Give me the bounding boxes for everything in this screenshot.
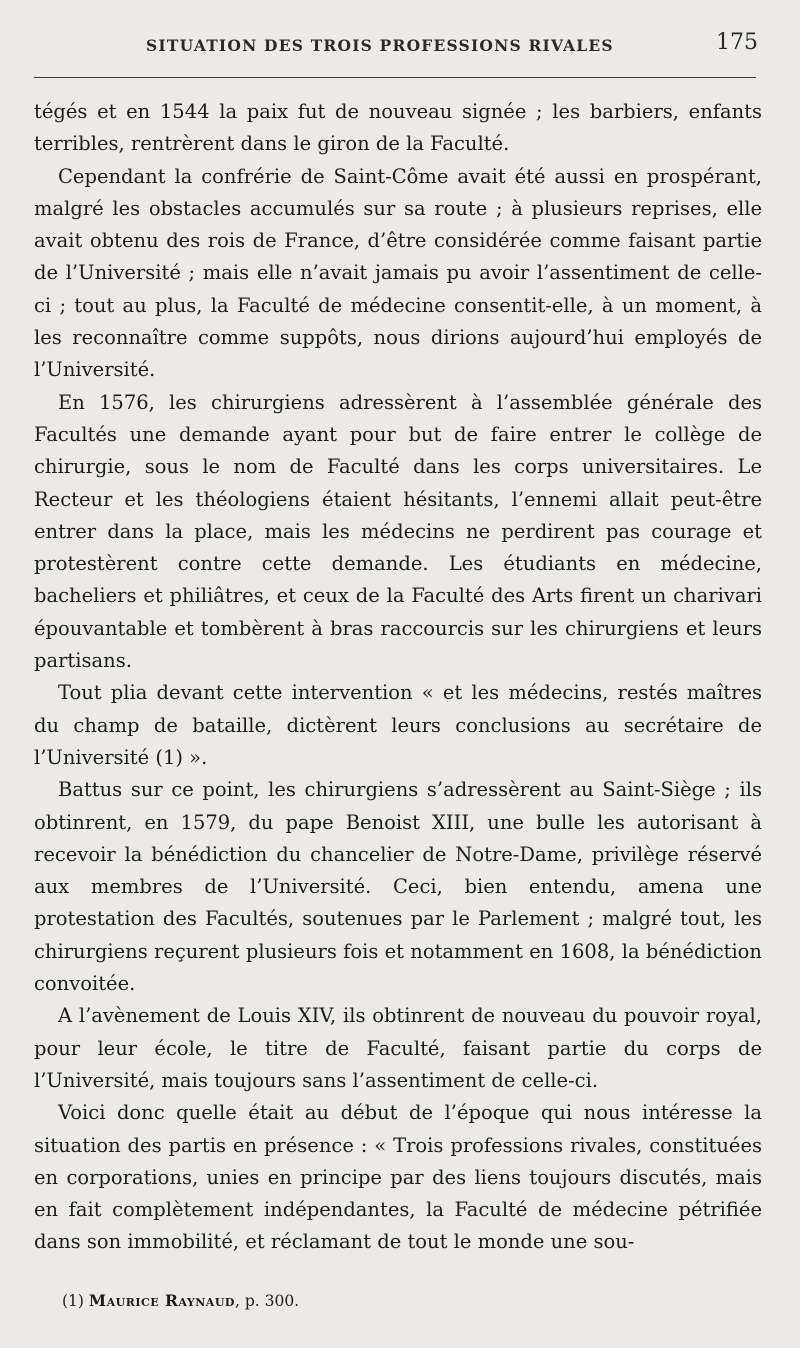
paragraph: Battus sur ce point, les chirurgiens s’adressèrent au Saint-Siège ; ils obtinrent, en 1579, du pape Benoist XIII, une bulle les autorisant à recevoir la bénédiction du chancelier de Notre-Dame, privilège réservé aux membres de l’Université. Ceci, bien entendu, amena une protestation des Facultés, soutenues par le Parlement ; malgré tout, les chirurgiens reçurent plusieurs fois et notamment en 1608, la bénédiction convoitée. [34,778,762,996]
paragraph: A l’avènement de Louis XIV, ils obtinrent de nouveau du pouvoir royal, pour leur école, le titre de Faculté, faisant partie du corps de l’Université, mais toujours sans l’assentiment de celle-ci. [34,1004,762,1092]
running-title: SITUATION DES TROIS PROFESSIONS RIVALES [146,36,614,55]
header-rule [34,77,756,78]
footnote [62,1291,299,1310]
paragraph: Cependant la confrérie de Saint-Côme avait été aussi en prospérant, malgré les obstacles accumulés sur sa route ; à plusieurs reprises, elle avait obtenu des rois de France, d’être considérée comme faisant partie de l’Université ; mais elle n’avait jamais pu avoir l’assentiment de celle-ci ; tout au plus, la Faculté de médecine consentit-elle, à un moment, à les reconnaître comme suppôts, nous dirions aujourd’hui employés de l’Université. [34,164,762,382]
paragraph: Tout plia devant cette intervention « et les médecins, restés maîtres du champ de bataille, dictèrent leurs conclusions au secrétaire de l’Université (1) ». [34,681,762,769]
paragraph: Voici donc quelle était au début de l’époque qui nous intéresse la situation des partis en présence : « Trois professions rivales, constituées en corporations, unies en principe par des liens toujours discutés, mais en fait complètement indépendantes, la Faculté de médecine pétrifiée dans son immobilité, et réclamant de tout le monde une sou- [34,1101,762,1254]
page-number: 175 [716,30,758,55]
paragraph: En 1576, les chirurgiens adressèrent à l’assemblée générale des Facultés une demande ayant pour but de faire entrer le collège de chirurgie, sous le nom de Faculté dans les corps universitaires. Le Recteur et les théologiens étaient hésitants, l’ennemi allait peut-être entrer dans la place, mais les médecins ne perdirent pas courage et protestèrent contre cette demande. Les étudiants en médecine, bacheliers et philiâtres, et ceux de la Faculté des Arts firent un charivari épouvantable et tombèrent à bras raccourcis sur les chirurgiens et leurs partisans. [34,390,762,673]
footnote-marker: (1) [62,1292,84,1310]
running-header [34,30,758,60]
footnote-page-ref: , p. 300. [234,1292,300,1310]
footnote-author: Maurice Raynaud [88,1291,235,1310]
paragraph-continued: tégés et en 1544 la paix fut de nouveau signée ; les barbiers, enfants terribles, rentrèrent dans le giron de la Faculté. [34,100,762,156]
body-text [34,96,762,1259]
